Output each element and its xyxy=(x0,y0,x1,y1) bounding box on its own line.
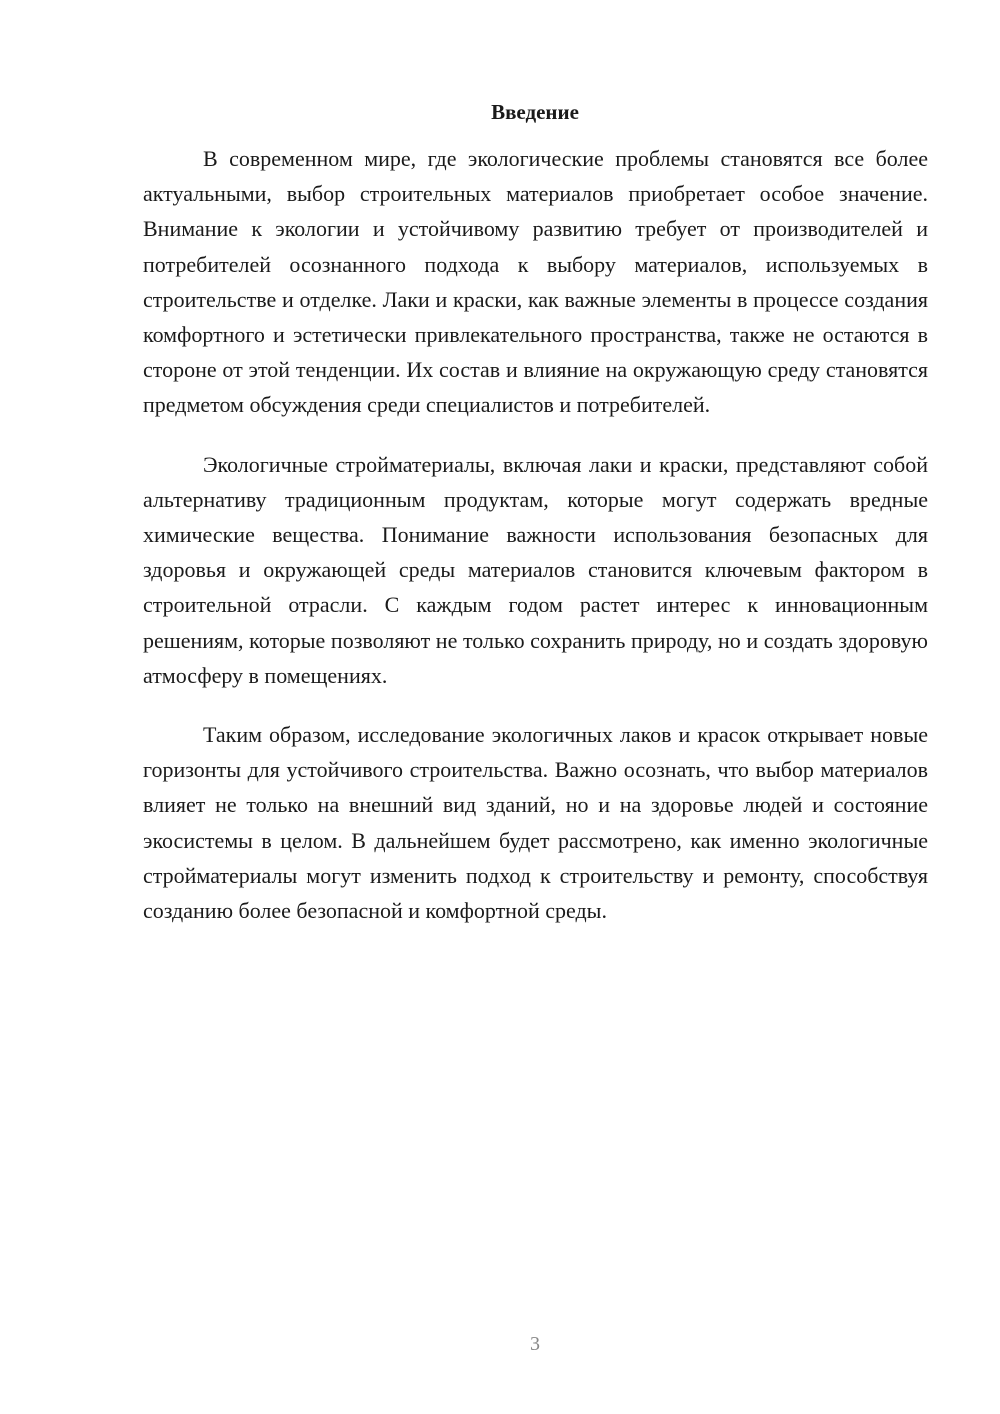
section-title: Введение xyxy=(491,100,579,124)
page-number: 3 xyxy=(530,1333,540,1355)
body-text xyxy=(143,141,928,952)
paragraph-2: Экологичные стройматериалы, включая лаки и краски, представляют собой альтернативу традиционным продуктам, которые могут содержать вредные химические вещества. Понимание важности использования безопасных для здоровья и окружающей среды материалов становится ключевым фактором в строительной отрасли. С каждым годом растет интерес к инновационным решениям, которые позволяют не только сохранить природу, но и создать здоровую атмосферу в помещениях. xyxy=(143,451,928,688)
paragraph-1: В современном мире, где экологические проблемы становятся все более актуальными, выбор строительных материалов приобретает особое значение. Внимание к экологии и устойчивому развитию требует от производителей и потребителей осознанного подхода к выбору материалов, используемых в строительстве и отделке. Лаки и краски, как важные элементы в процессе создания комфортного и эстетически привлекательного пространства, также не остаются в стороне от этой тенденции. Их состав и влияние на окружающую среду становятся предметом обсуждения среди специалистов и потребителей. xyxy=(143,146,928,418)
paragraph-3: Таким образом, исследование экологичных лаков и красок открывает новые горизонты для устойчивого строительства. Важно осознать, что выбор материалов влияет не только на внешний вид зданий, но и на здоровье людей и состояние экосистемы в целом. В дальнейшем будет рассмотрено, как именно экологичные стройматериалы могут изменить подход к строительству и ремонту, способствуя созданию более безопасной и комфортной среды. xyxy=(143,722,928,924)
